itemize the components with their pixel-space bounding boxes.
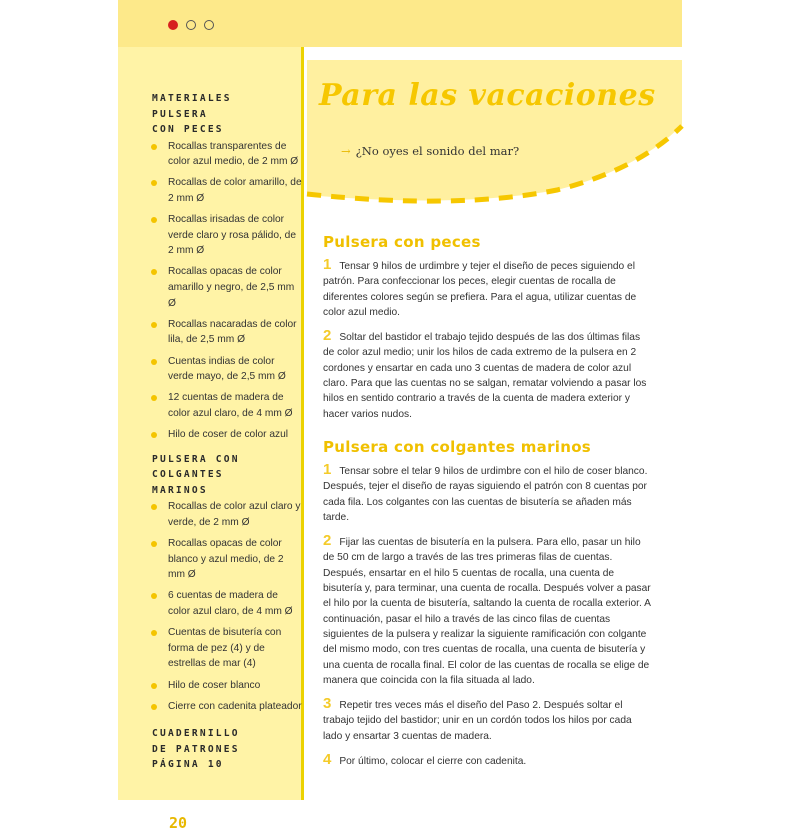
- section-title: Pulsera con peces: [323, 233, 481, 251]
- materials-heading: PULSERA CON COLGANTES MARINOS: [152, 453, 240, 496]
- step-number: 1: [323, 460, 332, 478]
- materials-list: [152, 499, 302, 714]
- nav-dots: [168, 20, 214, 30]
- circle-icon: [186, 20, 196, 30]
- material-item: Rocallas opacas de color blanco y azul medio, de 2 mm Ø: [152, 536, 302, 583]
- circle-icon: [204, 20, 214, 30]
- page-number: 20: [169, 814, 188, 832]
- step-number: 1: [323, 256, 332, 273]
- top-band: [118, 0, 682, 47]
- material-item: Rocallas de color azul claro y verde, de 2 mm Ø: [152, 499, 302, 530]
- tagline-text: ¿No oyes el sonido del mar?: [355, 144, 520, 158]
- material-item: Cierre con cadenita plateador: [152, 699, 302, 715]
- step-number: 2: [323, 532, 332, 550]
- section-title: Pulsera con colgantes marinos: [323, 437, 592, 456]
- instructions: [323, 233, 653, 779]
- materials-list: [152, 139, 302, 443]
- material-item: Hilo de coser de color azul: [152, 427, 302, 443]
- step-text: Repetir tres veces más el diseño del Paso 2. Después soltar el trabajo tejido del bastidor; unir en un cordón todos los hilos por cada lado y ensartar 3 cuentas de madera.: [323, 700, 632, 742]
- materials-group-colgantes: [152, 452, 302, 715]
- material-item: 6 cuentas de madera de color azul claro, de 4 mm Ø: [152, 588, 302, 619]
- page-title: Para las vacaciones: [319, 78, 656, 113]
- book-page: [118, 0, 682, 832]
- material-item: 12 cuentas de madera de color azul claro, de 4 mm Ø: [152, 390, 302, 421]
- right-arrow-icon: →: [341, 144, 351, 158]
- tagline: [341, 144, 519, 158]
- step-number: 2: [323, 327, 332, 345]
- pattern-booklet-reference: CUADERNILLO DE PATRONES PÁGINA 10: [152, 728, 240, 771]
- instruction-step: [323, 751, 653, 769]
- material-item: Rocallas de color amarillo, de 2 mm Ø: [152, 175, 302, 206]
- materials-group-pulsera-peces: [152, 91, 302, 443]
- material-item: Cuentas de bisutería con forma de pez (4) y de estrellas de mar (4): [152, 625, 302, 672]
- material-item: Cuentas indias de color verde mayo, de 2,5 mm Ø: [152, 354, 302, 385]
- filled-circle-icon: [168, 20, 178, 30]
- step-text: Por último, colocar el cierre con cadenita.: [339, 756, 527, 768]
- instruction-step: [323, 256, 653, 320]
- material-item: Rocallas irisadas de color verde claro y rosa pálido, de 2 mm Ø: [152, 212, 302, 259]
- materials-heading: MATERIALES PULSERA CON PECES: [152, 93, 232, 135]
- step-text: Tensar 9 hilos de urdimbre y tejer el diseño de peces siguiendo el patrón. Para confeccionar los peces, elegir cuentas de rocalla de diferentes colores según se prefiera. Para el agua, utilizar cuentas de color azul medio.: [323, 261, 637, 318]
- material-item: Rocallas nacaradas de color lila, de 2,5 mm Ø: [152, 317, 302, 348]
- step-text: Soltar del bastidor el trabajo tejido después de las dos últimas filas de color azul medio; unir los hilos de cada extremo de la pulsera en 2 cordones y ensartar en cada uno 3 cuentas de madera de color azul claro. Para que las cuentas no se salgan, rematar volviendo a pasar los hilos en sentido contrario a través de la cuenta de madera exterior y hacer varios nudos.: [323, 332, 647, 420]
- instruction-step: [323, 327, 653, 422]
- material-item: Rocallas transparentes de color azul medio, de 2 mm Ø: [152, 139, 302, 170]
- step-number: 4: [323, 751, 332, 769]
- instruction-step: [323, 532, 653, 688]
- material-item: Rocallas opacas de color amarillo y negro, de 2,5 mm Ø: [152, 264, 302, 311]
- material-item: Hilo de coser blanco: [152, 678, 302, 694]
- step-text: Fijar las cuentas de bisutería en la pulsera. Para ello, pasar un hilo de 50 cm de largo a través de las tres primeras filas de cuentas. Después, ensartar en el hilo 5 cuentas de rocalla, una cuenta de bisutería y, para terminar, una cuenta de rocalla. Después volver a pasar el hilo por la cuenta de bisutería, saltando la cuenta de rocalla exterior. A continuación, pasar el hilo a través de las cinco filas de cuentas siguientes de la pulsera y realizar la siguiente ramificación con colgante del mismo modo, con tres cuentas de rocalla, una cuenta de bisutería y una cuenta de rocalla final. El color de las cuentas de rocalla se elige de manera que coincida con la fila situada al lado.: [323, 537, 651, 686]
- step-text: Tensar sobre el telar 9 hilos de urdimbre con el hilo de coser blanco. Después, tejer el diseño de rayas siguiendo el patrón con 8 cuentas por cada fila. Los colgantes con las cuentas de bisutería se añaden más tarde.: [323, 465, 648, 523]
- instruction-step: [323, 460, 653, 525]
- materials-sidebar: [118, 47, 304, 832]
- materials-content: [152, 91, 302, 773]
- instruction-step: [323, 695, 653, 744]
- step-number: 3: [323, 695, 332, 713]
